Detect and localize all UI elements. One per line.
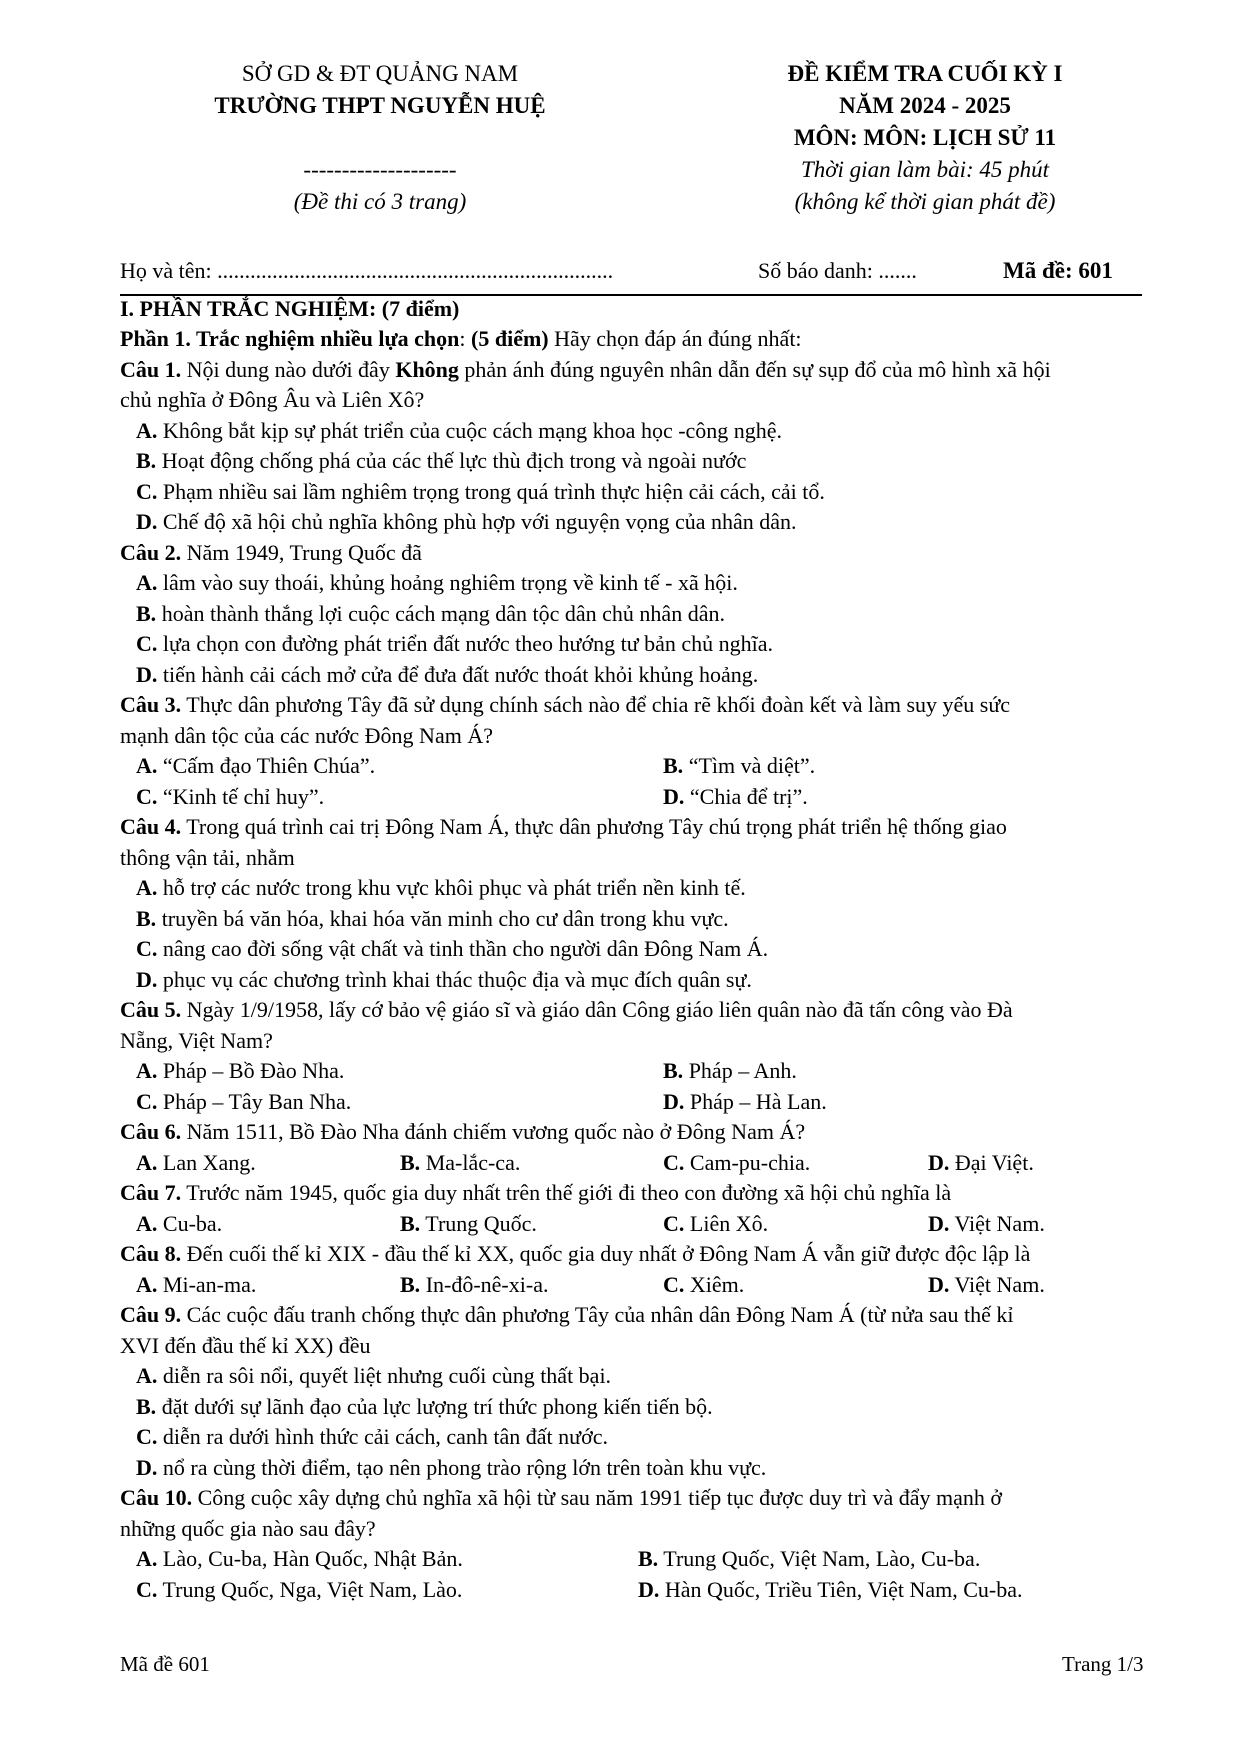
option-text: hỗ trợ các nước trong khu vực khôi phục và phát triển nền kinh tế.: [157, 875, 746, 900]
option-key: A.: [136, 1150, 158, 1175]
q9-option-c: [136, 1422, 608, 1452]
header-left: [150, 58, 610, 218]
option-key: D.: [136, 509, 158, 534]
q2-option-b: [136, 599, 725, 629]
option-text: tiến hành cải cách mở cửa để đưa đất nước thoát khỏi khủng hoảng.: [157, 662, 759, 687]
header-right: [685, 58, 1165, 218]
q3-option-b: [663, 751, 815, 781]
option-key: Câu 7.: [120, 1180, 182, 1205]
q4-option-a: [136, 873, 746, 903]
option-key: B.: [400, 1211, 421, 1236]
q1-option-a: [136, 416, 782, 446]
option-text: Năm 1949, Trung Quốc đã: [181, 540, 422, 565]
option-key: D.: [136, 967, 158, 992]
option-text: Công cuộc xây dựng chủ nghĩa xã hội từ sau năm 1991 tiếp tục được duy trì và đẩy mạnh ở: [192, 1485, 1003, 1510]
option-key: B.: [136, 448, 157, 473]
part-title: [120, 324, 1160, 354]
option-key: D.: [136, 1455, 158, 1480]
exam-duration-note: (không kể thời gian phát đề): [794, 189, 1056, 214]
q10-option-d: [638, 1575, 1023, 1605]
question-emphasis: Không: [395, 357, 459, 382]
q6-option-b: [400, 1148, 520, 1178]
q8-option-b: [400, 1270, 548, 1300]
option-key: D.: [663, 784, 685, 809]
option-text: Ma-lắc-ca.: [420, 1150, 521, 1175]
option-text: In-đô-nê-xi-a.: [420, 1272, 549, 1297]
option-text: Cu-ba.: [157, 1211, 223, 1236]
option-key: Câu 2.: [120, 540, 182, 565]
option-key: C.: [136, 1424, 158, 1449]
option-text: Hàn Quốc, Triều Tiên, Việt Nam, Cu-ba.: [659, 1577, 1023, 1602]
question-2: [120, 538, 1160, 568]
pages-note: (Đề thi có 3 trang): [293, 189, 467, 214]
option-text: Trung Quốc, Nga, Việt Nam, Lào.: [157, 1577, 463, 1602]
option-text: Pháp – Anh.: [683, 1058, 797, 1083]
question-3: [120, 690, 1160, 720]
q5-option-c: [136, 1087, 351, 1117]
option-text: Liên Xô.: [684, 1211, 769, 1236]
option-key: A.: [136, 570, 158, 595]
q8-option-a: [136, 1270, 256, 1300]
option-text: Pháp – Hà Lan.: [684, 1089, 827, 1114]
option-text: Việt Nam.: [949, 1211, 1045, 1236]
question-9-cont: XVI đến đầu thế kỉ XX) đều: [120, 1333, 371, 1358]
q2-option-d: [136, 660, 758, 690]
q10-option-c: [136, 1575, 462, 1605]
q1-option-d: [136, 507, 797, 537]
option-key: C.: [136, 479, 158, 504]
option-text: truyền bá văn hóa, khai hóa văn minh cho cư dân trong khu vực.: [156, 906, 729, 931]
option-text: Trước năm 1945, quốc gia duy nhất trên thế giới đi theo con đường xã hội chủ nghĩa là: [181, 1180, 952, 1205]
option-text: nâng cao đời sống vật chất và tinh thần cho người dân Đông Nam Á.: [157, 936, 769, 961]
q2-option-a: [136, 568, 738, 598]
option-text: lựa chọn con đường phát triển đất nước theo hướng tư bản chủ nghĩa.: [157, 631, 774, 656]
q9-option-a: [136, 1361, 611, 1391]
option-text: “Kinh tế chỉ huy”.: [157, 784, 325, 809]
question-9: [120, 1300, 1160, 1330]
option-key: D.: [928, 1211, 950, 1236]
option-text: Việt Nam.: [949, 1272, 1045, 1297]
option-text: hoàn thành thắng lợi cuộc cách mạng dân tộc dân chủ nhân dân.: [156, 601, 725, 626]
option-text: Đại Việt.: [949, 1150, 1034, 1175]
question-text: Nội dung nào dưới đây: [181, 357, 396, 382]
option-text: Phạm nhiều sai lầm nghiêm trọng trong quá trình thực hiện cải cách, cải tổ.: [157, 479, 825, 504]
option-text: Trung Quốc, Việt Nam, Lào, Cu-ba.: [658, 1546, 981, 1571]
option-text: Mi-an-ma.: [157, 1272, 257, 1297]
option-text: “Tìm và diệt”.: [683, 753, 816, 778]
option-key: A.: [136, 1546, 158, 1571]
option-key: D.: [928, 1272, 950, 1297]
q10-option-a: [136, 1544, 463, 1574]
option-key: Câu 10.: [120, 1485, 193, 1510]
option-text: nổ ra cùng thời điểm, tạo nên phong trào rộng lớn trên toàn khu vực.: [157, 1455, 767, 1480]
option-key: Câu 9.: [120, 1302, 182, 1327]
option-key: B.: [663, 753, 684, 778]
option-text: Ngày 1/9/1958, lấy cớ bảo vệ giáo sĩ và giáo dân Công giáo liên quân nào đã tấn công vào Đà: [181, 997, 1013, 1022]
q1-option-b: [136, 446, 746, 476]
part-instruction: Hãy chọn đáp án đúng nhất:: [548, 326, 802, 351]
school-name: TRƯỜNG THPT NGUYỄN HUỆ: [214, 93, 546, 118]
option-key: C.: [136, 631, 158, 656]
option-key: Câu 6.: [120, 1119, 182, 1144]
option-text: Xiêm.: [684, 1272, 745, 1297]
q8-option-d: [928, 1270, 1045, 1300]
q4-option-d: [136, 965, 752, 995]
q6-option-d: [928, 1148, 1034, 1178]
q7-option-b: [400, 1209, 537, 1239]
section-title: I. PHẦN TRẮC NGHIỆM: (7 điểm): [120, 296, 460, 321]
question-5-cont: Nẵng, Việt Nam?: [120, 1028, 273, 1053]
q2-option-c: [136, 629, 773, 659]
option-key: D.: [663, 1089, 685, 1114]
option-key: B.: [638, 1546, 659, 1571]
option-text: diễn ra dưới hình thức cải cách, canh tân đất nước.: [157, 1424, 608, 1449]
option-key: A.: [136, 1211, 158, 1236]
option-key: Câu 5.: [120, 997, 182, 1022]
option-text: Thực dân phương Tây đã sử dụng chính sách nào để chia rẽ khối đoàn kết và làm suy yếu sức: [181, 692, 1011, 717]
option-key: A.: [136, 753, 158, 778]
option-key: A.: [136, 1363, 158, 1388]
option-key: B.: [400, 1272, 421, 1297]
option-key: C.: [136, 1577, 158, 1602]
option-text: Năm 1511, Bồ Đào Nha đánh chiếm vương quốc nào ở Đông Nam Á?: [181, 1119, 806, 1144]
option-text: Không bắt kịp sự phát triển của cuộc cách mạng khoa học -công nghệ.: [157, 418, 783, 443]
option-key: D.: [638, 1577, 660, 1602]
question-3-cont: mạnh dân tộc của các nước Đông Nam Á?: [120, 723, 493, 748]
option-text: phục vụ các chương trình khai thác thuộc địa và mục đích quân sự.: [157, 967, 752, 992]
option-text: Đến cuối thế kỉ XIX - đầu thế kỉ XX, quốc gia duy nhất ở Đông Nam Á vẫn giữ được độc lập là: [181, 1241, 1031, 1266]
option-key: C.: [136, 1089, 158, 1114]
exam-duration: Thời gian làm bài: 45 phút: [800, 157, 1050, 182]
option-key: B.: [663, 1058, 684, 1083]
question-7: [120, 1178, 1160, 1208]
q6-option-c: [663, 1148, 810, 1178]
option-key: B.: [400, 1150, 421, 1175]
option-key: B.: [136, 906, 157, 931]
q10-option-b: [638, 1544, 980, 1574]
question-6: [120, 1117, 1160, 1147]
q3-option-d: [663, 782, 808, 812]
exam-year: NĂM 2024 - 2025: [839, 93, 1011, 118]
q5-option-a: [136, 1056, 344, 1086]
option-key: C.: [136, 784, 158, 809]
option-text: Pháp – Bồ Đào Nha.: [157, 1058, 345, 1083]
q8-option-c: [663, 1270, 744, 1300]
exam-title: ĐỀ KIỂM TRA CUỐI KỲ I: [787, 61, 1063, 86]
q9-option-d: [136, 1453, 766, 1483]
option-key: D.: [928, 1150, 950, 1175]
option-text: Trung Quốc.: [420, 1211, 537, 1236]
option-key: A.: [136, 418, 158, 443]
option-key: Câu 8.: [120, 1241, 182, 1266]
option-text: “Chia để trị”.: [684, 784, 808, 809]
option-key: B.: [136, 1394, 157, 1419]
option-key: A.: [136, 875, 158, 900]
q7-option-a: [136, 1209, 222, 1239]
option-key: Câu 3.: [120, 692, 182, 717]
option-key: C.: [663, 1150, 685, 1175]
q5-option-b: [663, 1056, 797, 1086]
question-10: [120, 1483, 1160, 1513]
option-text: Hoạt động chống phá của các thế lực thù địch trong và ngoài nước: [156, 448, 747, 473]
q7-option-d: [928, 1209, 1045, 1239]
option-text: Cam-pu-chia.: [684, 1150, 811, 1175]
option-text: Các cuộc đấu tranh chống thực dân phương Tây của nhân dân Đông Nam Á (từ nửa sau thế kỉ: [181, 1302, 1014, 1327]
option-key: C.: [663, 1211, 685, 1236]
part-points: (5 điểm): [471, 326, 549, 351]
question-text: phản ánh đúng nguyên nhân dẫn đến sự sụp đổ của mô hình xã hội: [458, 357, 1051, 382]
option-key: C.: [136, 936, 158, 961]
question-5: [120, 995, 1160, 1025]
option-key: C.: [663, 1272, 685, 1297]
option-text: Pháp – Tây Ban Nha.: [157, 1089, 352, 1114]
option-key: Câu 4.: [120, 814, 182, 839]
exam-subject: MÔN: MÔN: LỊCH SỬ 11: [793, 125, 1057, 150]
department-name: SỞ GD & ĐT QUẢNG NAM: [241, 61, 519, 86]
option-key: D.: [136, 662, 158, 687]
part-colon: :: [459, 326, 472, 351]
question-4-cont: thông vận tải, nhằm: [120, 845, 295, 870]
option-text: diễn ra sôi nổi, quyết liệt nhưng cuối cùng thất bại.: [157, 1363, 612, 1388]
option-text: Lào, Cu-ba, Hàn Quốc, Nhật Bản.: [157, 1546, 463, 1571]
option-key: B.: [136, 601, 157, 626]
question-8: [120, 1239, 1160, 1269]
option-text: Lan Xang.: [157, 1150, 256, 1175]
question-1: [120, 355, 1160, 385]
option-text: “Cấm đạo Thiên Chúa”.: [157, 753, 376, 778]
q7-option-c: [663, 1209, 768, 1239]
q6-option-a: [136, 1148, 256, 1178]
option-key: A.: [136, 1058, 158, 1083]
question-10-cont: những quốc gia nào sau đây?: [120, 1516, 376, 1541]
q3-option-a: [136, 751, 375, 781]
option-key: A.: [136, 1272, 158, 1297]
q5-option-d: [663, 1087, 827, 1117]
option-text: Chế độ xã hội chủ nghĩa không phù hợp với nguyện vọng của nhân dân.: [157, 509, 797, 534]
q1-option-c: [136, 477, 825, 507]
q4-option-c: [136, 934, 768, 964]
q4-option-b: [136, 904, 729, 934]
student-name-field: Họ và tên: ........................................................................: [120, 258, 614, 283]
option-text: lâm vào suy thoái, khủng hoảng nghiêm trọng về kinh tế - xã hội.: [157, 570, 738, 595]
footer-exam-code: Mã đề 601: [120, 1652, 210, 1676]
student-id-field: Số báo danh: .......: [758, 258, 917, 283]
q9-option-b: [136, 1392, 713, 1422]
option-text: đặt dưới sự lãnh đạo của lực lượng trí thức phong kiến tiến bộ.: [156, 1394, 713, 1419]
header-divider: --------------------: [303, 157, 457, 182]
q3-option-c: [136, 782, 324, 812]
footer-page-number: Trang 1/3: [1062, 1652, 1144, 1676]
question-4: [120, 812, 1160, 842]
question-label: Câu 1.: [120, 357, 182, 382]
option-text: Trong quá trình cai trị Đông Nam Á, thực dân phương Tây chú trọng phát triển hệ thống giao: [181, 814, 1007, 839]
exam-code: Mã đề: 601: [1003, 258, 1113, 283]
part-label: Phần 1. Trắc nghiệm nhiều lựa chọn: [120, 326, 460, 351]
question-1-cont: chủ nghĩa ở Đông Âu và Liên Xô?: [120, 387, 425, 412]
